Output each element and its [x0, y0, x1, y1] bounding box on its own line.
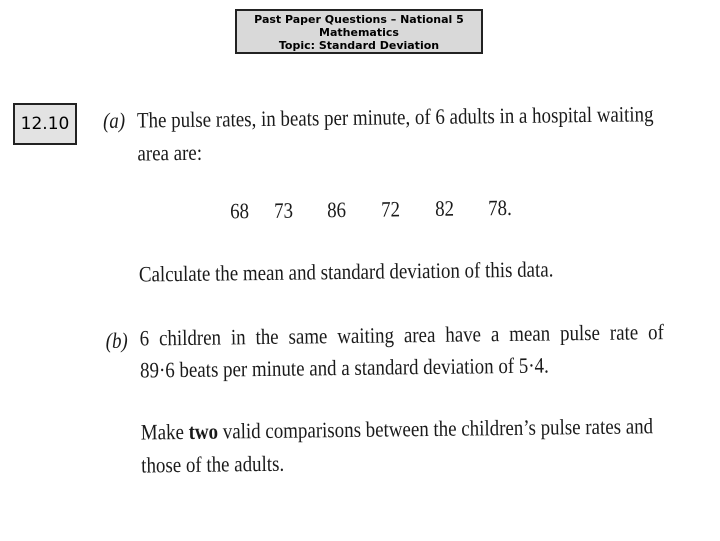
part-b-line-2: 89·6 beats per minute and a standard deviation of 5·4. [139, 352, 549, 383]
part-b-line-3-post: valid comparisons between the children’s pulse rates and [217, 413, 654, 444]
header-line-3: Topic: Standard Deviation [278, 39, 440, 52]
part-b-line-3 [141, 413, 654, 445]
part-b-label: (b) [105, 327, 128, 353]
part-b-line-3-pre: Make [140, 418, 189, 445]
header-line-2: Mathematics [319, 26, 399, 39]
pulse-rate-6: 78. [487, 194, 512, 221]
question-number: 12.10 [20, 114, 70, 134]
part-a-label: (a) [102, 107, 126, 133]
pulse-rate-4: 72 [380, 196, 401, 222]
header-line-1: Past Paper Questions – National 5 [254, 13, 464, 26]
pulse-rate-1: 68 [229, 198, 250, 224]
part-b-line-3-bold: two [188, 418, 219, 444]
part-b-line-4: those of the adults. [141, 450, 285, 478]
pulse-rate-2: 73 [273, 197, 294, 223]
part-a-line-2: area are: [137, 139, 203, 166]
part-b-line-1: 6 children in the same waiting area have a mean pulse rate of [139, 319, 665, 351]
part-a-instruction: Calculate the mean and standard deviation of this data. [138, 256, 554, 287]
pulse-rate-3: 86 [326, 197, 347, 223]
pulse-rate-5: 82 [434, 195, 455, 221]
part-a-line-1: The pulse rates, in beats per minute, of 6 adults in a hospital waiting [136, 101, 654, 133]
